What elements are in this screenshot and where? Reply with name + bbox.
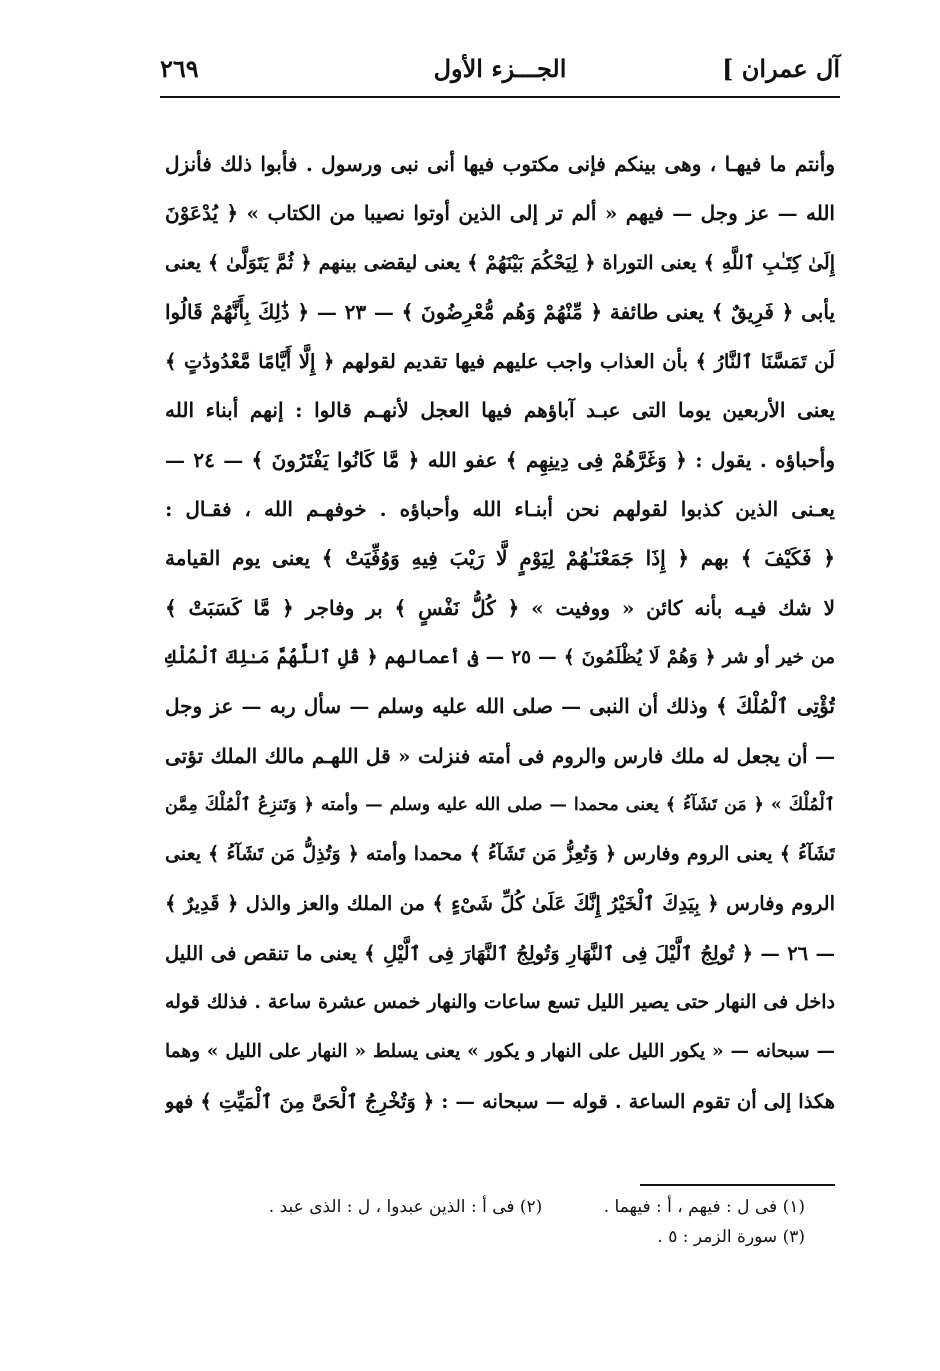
text-line: — سبحانه — « يكور الليل على النهار و يكور » يعنى يسلط « النهار على الليل » وهما [165, 1041, 835, 1063]
text-line: من خير أو شر ﴿ وَهُمْ لَا يُظْلَمُونَ ﴾ — ٢٥ — فى أعمالهم ﴿ قُلِ ٱللَّهُمَّ مَـٰلِكَ ٱلْمُلْكِ [165, 646, 835, 668]
main-text [165, 140, 835, 1126]
text-line: يعنى الأربعين يوما التى عبـد آباؤهم فيها العجل لأنهـم قالوا : إنهم أبناء الله [165, 398, 835, 423]
text-line: وأنتم ما فيهـا ، وهى بينكم فإنى مكتوب فيها أنى نبى ورسول . فأبوا ذلك فأنزل [165, 152, 835, 176]
footnote-3: (٣) سورة الزمر : ٥ . [657, 1227, 805, 1247]
text-line: يأبى ﴿ فَرِيقٌ ﴾ يعنى طائفة ﴿ مِّنْهُمْ وَهُم مُّعْرِضُونَ ﴾ — ٢٣ — ﴿ ذَٰلِكَ بِأَنَّهُمْ قَالُوا [165, 299, 835, 324]
footnote-row [165, 1222, 805, 1252]
footnote-row [165, 1192, 805, 1222]
text-line: تَشَآءُ ﴾ يعنى الروم وفارس ﴿ وَتُعِزُّ مَن تَشَآءُ ﴾ محمدا وأمته ﴿ وَتُذِلُّ مَن تَشَآءُ ﴾ يعنى [165, 843, 835, 866]
header-rule [160, 96, 840, 98]
juz-title: الجـــزء الأول [433, 54, 567, 83]
text-line: الروم وفارس ﴿ بِيَدِكَ ٱلْخَيْرُ إِنَّكَ عَلَىٰ كُلِّ شَىْءٍ ﴾ من الملك والعز والذل ﴿ قَدِيرٌ ﴾ [165, 892, 835, 916]
text-line: يعـنى الذين كذبوا لقولهم نحن أبنـاء الله وأحباؤه . خوفهـم الله ، فقـال : [165, 497, 835, 522]
text-line: تُؤْتِى ٱلْمُلْكَ ﴾ وذلك أن النبى — صلى الله عليه وسلم — سأل ربه — عز وجل [165, 694, 835, 719]
text-line: ﴿ فَكَيْفَ ﴾ بهم ﴿ إِذَا جَمَعْنَـٰهُمْ لِيَوْمٍ لَّا رَيْبَ فِيهِ وَوُفِّيَتْ ﴾ يعنى يوم القيامة [165, 546, 835, 571]
page-header [160, 50, 840, 90]
surah-title: آل عمران ] [722, 54, 840, 83]
text-line: — ٢٦ — ﴿ تُولِجُ ٱلَّيْلَ فِى ٱلنَّهَارِ وَتُولِجُ ٱلنَّهَارَ فِى ٱلَّيْلِ ﴾ يعنى ما تنقص فى الليل [165, 941, 835, 965]
text-line: الله — عز وجل — فيهم « ألم تر إلى الذين أوتوا نصيبا من الكتاب » ﴿ يُدْعَوْنَ [165, 201, 835, 226]
text-line: هكذا إلى أن تقوم الساعة . قوله — سبحانه — : ﴿ وَتُخْرِجُ ٱلْحَىَّ مِنَ ٱلْمَيِّتِ ﴾ فهو [165, 1089, 835, 1113]
footnote-1: (١) فى ل : فيهم ، أ : فيهما . [603, 1197, 805, 1217]
page-number: ٢٦٩ [160, 54, 199, 83]
text-line: وأحباؤه . يقول : ﴿ وَغَرَّهُمْ فِى دِينِهِم ﴾ عفو الله ﴿ مَّا كَانُوا يَفْتَرُونَ ﴾ — ٢٤ — [165, 447, 835, 472]
text-line: إِلَىٰ كِتَـٰبِ ٱللَّهِ ﴾ يعنى التوراة ﴿ لِيَحْكُمَ بَيْنَهُمْ ﴾ يعنى ليقضى بينهم ﴿ ثُمَّ يَتَوَلَّىٰ ﴾ يعنى [165, 251, 835, 274]
text-line: ٱلْمُلْكَ » ﴿ مَن تَشَآءُ ﴾ يعنى محمدا — صلى الله عليه وسلم — وأمته ﴿ وَتَنزِعُ ٱلْمُلْكَ مِمَّن [165, 794, 835, 815]
footnote-rule [640, 1184, 835, 1186]
text-line: لا شك فيـه بأنه كائن « ووفيت » ﴿ كُلُّ نَفْسٍ ﴾ بر وفاجر ﴿ مَّا كَسَبَتْ ﴾ [165, 595, 835, 620]
footnotes [165, 1192, 805, 1252]
text-line: داخل فى النهار حتى يصير الليل تسع ساعات والنهار خمس عشرة ساعة . فذلك قوله [165, 991, 835, 1014]
text-line: لَن تَمَسَّنَا ٱلنَّارُ ﴾ بأن العذاب واجب عليهم فيها تقديم لقولهم ﴿ إِلَّا أَيَّامًا مَّعْدُودَٰتٍ ﴾ [165, 350, 835, 374]
footnote-2: (٢) فى أ : الذين عبدوا ، ل : الذى عبد . [268, 1197, 543, 1217]
text-line: — أن يجعل له ملك فارس والروم فى أمته فنزلت « قل اللهـم مالك الملك تؤتى [165, 743, 835, 768]
